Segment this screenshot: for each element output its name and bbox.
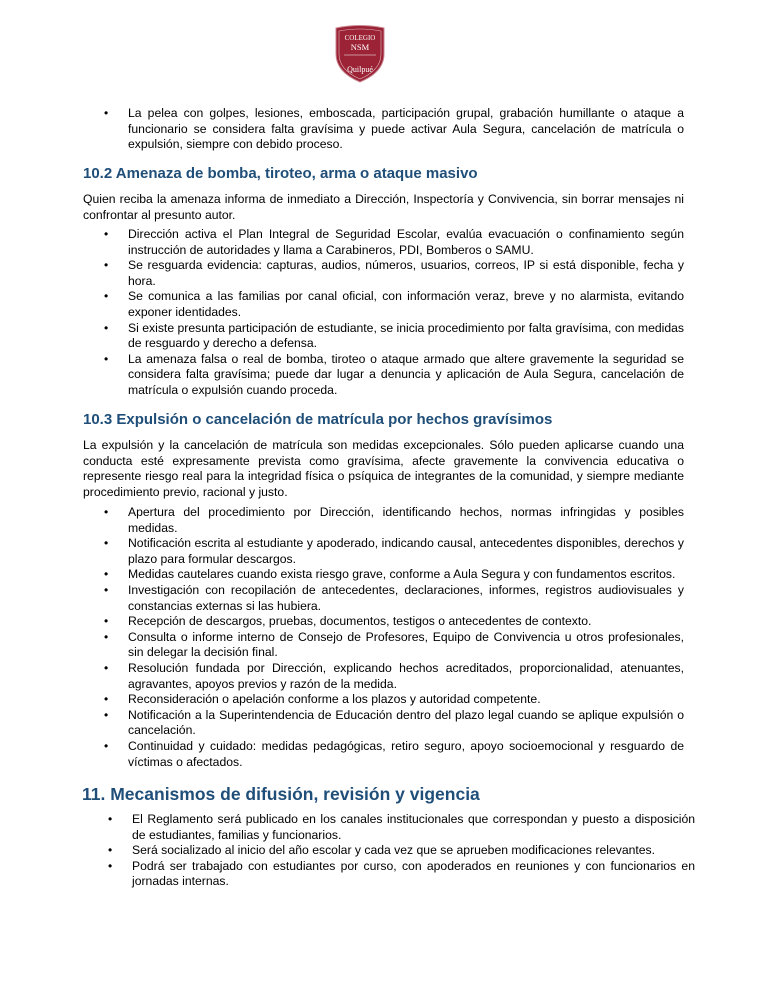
bullet-icon: • bbox=[104, 692, 109, 707]
bullet-icon: • bbox=[108, 812, 113, 826]
intro-list bbox=[0, 106, 765, 153]
bullet-icon: • bbox=[108, 858, 113, 873]
list-item: • Reconsideración o apelación conforme a los plazos y autoridad competente. bbox=[104, 692, 541, 707]
school-crest-logo bbox=[332, 24, 388, 84]
bullet-icon: • bbox=[104, 614, 109, 629]
bullet-icon: • bbox=[104, 227, 109, 241]
list-item: • Continuidad y cuidado: medidas pedagógicas, retiro seguro, apoyo socioemocional y resguardo de víctimas o afectados. bbox=[104, 738, 684, 769]
bullet-icon: • bbox=[104, 582, 109, 597]
section-paragraph-10-3: La expulsión y la cancelación de matrícula son medidas excepcionales. Sólo pueden aplicarse cuando una conducta esté expresamente prevista como gravísima, afecte gravemente la convivencia educativa o represente riesgo real para la integridad física o psíquica de integrantes de la comunidad, y siempre mediante procedimiento previo, racional y justo. bbox=[83, 438, 684, 499]
bullet-icon: • bbox=[104, 505, 109, 519]
list-item: • Podrá ser trabajado con estudiantes por curso, con apoderados en reuniones y con funcionarios en jornadas internas. bbox=[108, 858, 695, 889]
list-item: • La amenaza falsa o real de bomba, tiroteo o ataque armado que altere gravemente la seguridad se considera falta gravísima; puede dar lugar a denuncia y aplicación de Aula Segura, cancelación de matrícula o expulsión cuando proceda. bbox=[104, 351, 684, 397]
bullet-icon: • bbox=[104, 351, 109, 366]
list-11 bbox=[0, 812, 765, 890]
list-item: • Se resguarda evidencia: capturas, audios, números, usuarios, correos, IP si está disponible, fecha y hora. bbox=[104, 258, 684, 288]
list-item: • Notificación escrita al estudiante y apoderado, indicando causal, antecedentes disponibles, derechos y plazo para formular descargos. bbox=[104, 536, 684, 566]
bullet-icon: • bbox=[104, 567, 109, 582]
list-item: • Dirección activa el Plan Integral de Seguridad Escolar, evalúa evacuación o confinamiento según instrucción de autoridades y llama a Carabineros, PDI, Bomberos o SAMU. bbox=[104, 227, 684, 257]
svg-text:NSM: NSM bbox=[350, 42, 370, 52]
list-item: • La pelea con golpes, lesiones, emboscada, participación grupal, grabación humillante o ataque a funcionario se considera falta gravísima y puede activar Aula Segura, cancelación de matrícula o expulsión, siempre con debido proceso. bbox=[104, 106, 684, 152]
section-heading-10-3: 10.3 Expulsión o cancelación de matrícula por hechos gravísimos bbox=[83, 411, 553, 428]
section-heading-10-2: 10.2 Amenaza de bomba, tiroteo, arma o ataque masivo bbox=[83, 165, 478, 182]
svg-text:COLEGIO: COLEGIO bbox=[344, 34, 376, 42]
list-10-3 bbox=[0, 505, 765, 770]
list-item: • Si existe presunta participación de estudiante, se inicia procedimiento por falta gravísima, con medidas de resguardo y derecho a defensa. bbox=[104, 320, 684, 351]
bullet-icon: • bbox=[108, 843, 113, 858]
list-item: • Notificación a la Superintendencia de Educación dentro del plazo legal cuando se aplique expulsión o cancelación. bbox=[104, 707, 684, 738]
list-item: • Medidas cautelares cuando exista riesgo grave, conforme a Aula Segura y con fundamentos escritos. bbox=[104, 567, 676, 582]
svg-text:Quilpué: Quilpué bbox=[347, 65, 373, 74]
list-item: • Apertura del procedimiento por Dirección, identificando hechos, normas infringidas y posibles medidas. bbox=[104, 505, 684, 535]
list-item: • Consulta o informe interno de Consejo de Profesores, Equipo de Convivencia u otros profesionales, sin delegar la decisión final. bbox=[104, 629, 684, 660]
bullet-icon: • bbox=[104, 707, 109, 722]
bullet-icon: • bbox=[104, 738, 109, 753]
list-item: • Será socializado al inicio del año escolar y cada vez que se aprueben modificaciones relevantes. bbox=[108, 843, 656, 858]
list-item: • Resolución fundada por Dirección, explicando hechos acreditados, proporcionalidad, atenuantes, agravantes, apoyos previos y razón de la medida. bbox=[104, 660, 684, 691]
bullet-icon: • bbox=[104, 660, 109, 675]
bullet-icon: • bbox=[104, 106, 109, 120]
bullet-icon: • bbox=[104, 536, 109, 551]
list-item: • Se comunica a las familias por canal oficial, con información veraz, breve y no alarmista, evitando exponer identidades. bbox=[104, 289, 684, 319]
bullet-icon: • bbox=[104, 258, 109, 273]
bullet-icon: • bbox=[104, 320, 109, 335]
list-item: • Investigación con recopilación de antecedentes, declaraciones, informes, registros audiovisuales y constancias externas si las hubiera. bbox=[104, 582, 684, 613]
list-item: • Recepción de descargos, pruebas, documentos, testigos o antecedentes de contexto. bbox=[104, 614, 592, 629]
section-paragraph-10-2: Quien reciba la amenaza informa de inmediato a Dirección, Inspectoría y Convivencia, sin borrar mensajes ni confrontar al presunto autor. bbox=[83, 192, 684, 222]
list-item: • El Reglamento será publicado en los canales institucionales que correspondan y puesto a disposición de estudiantes, familias y funcionarios. bbox=[108, 812, 695, 842]
list-10-2 bbox=[0, 227, 765, 399]
bullet-icon: • bbox=[104, 629, 109, 644]
section-heading-11: 11. Mecanismos de difusión, revisión y vigencia bbox=[82, 784, 480, 804]
bullet-icon: • bbox=[104, 289, 109, 304]
